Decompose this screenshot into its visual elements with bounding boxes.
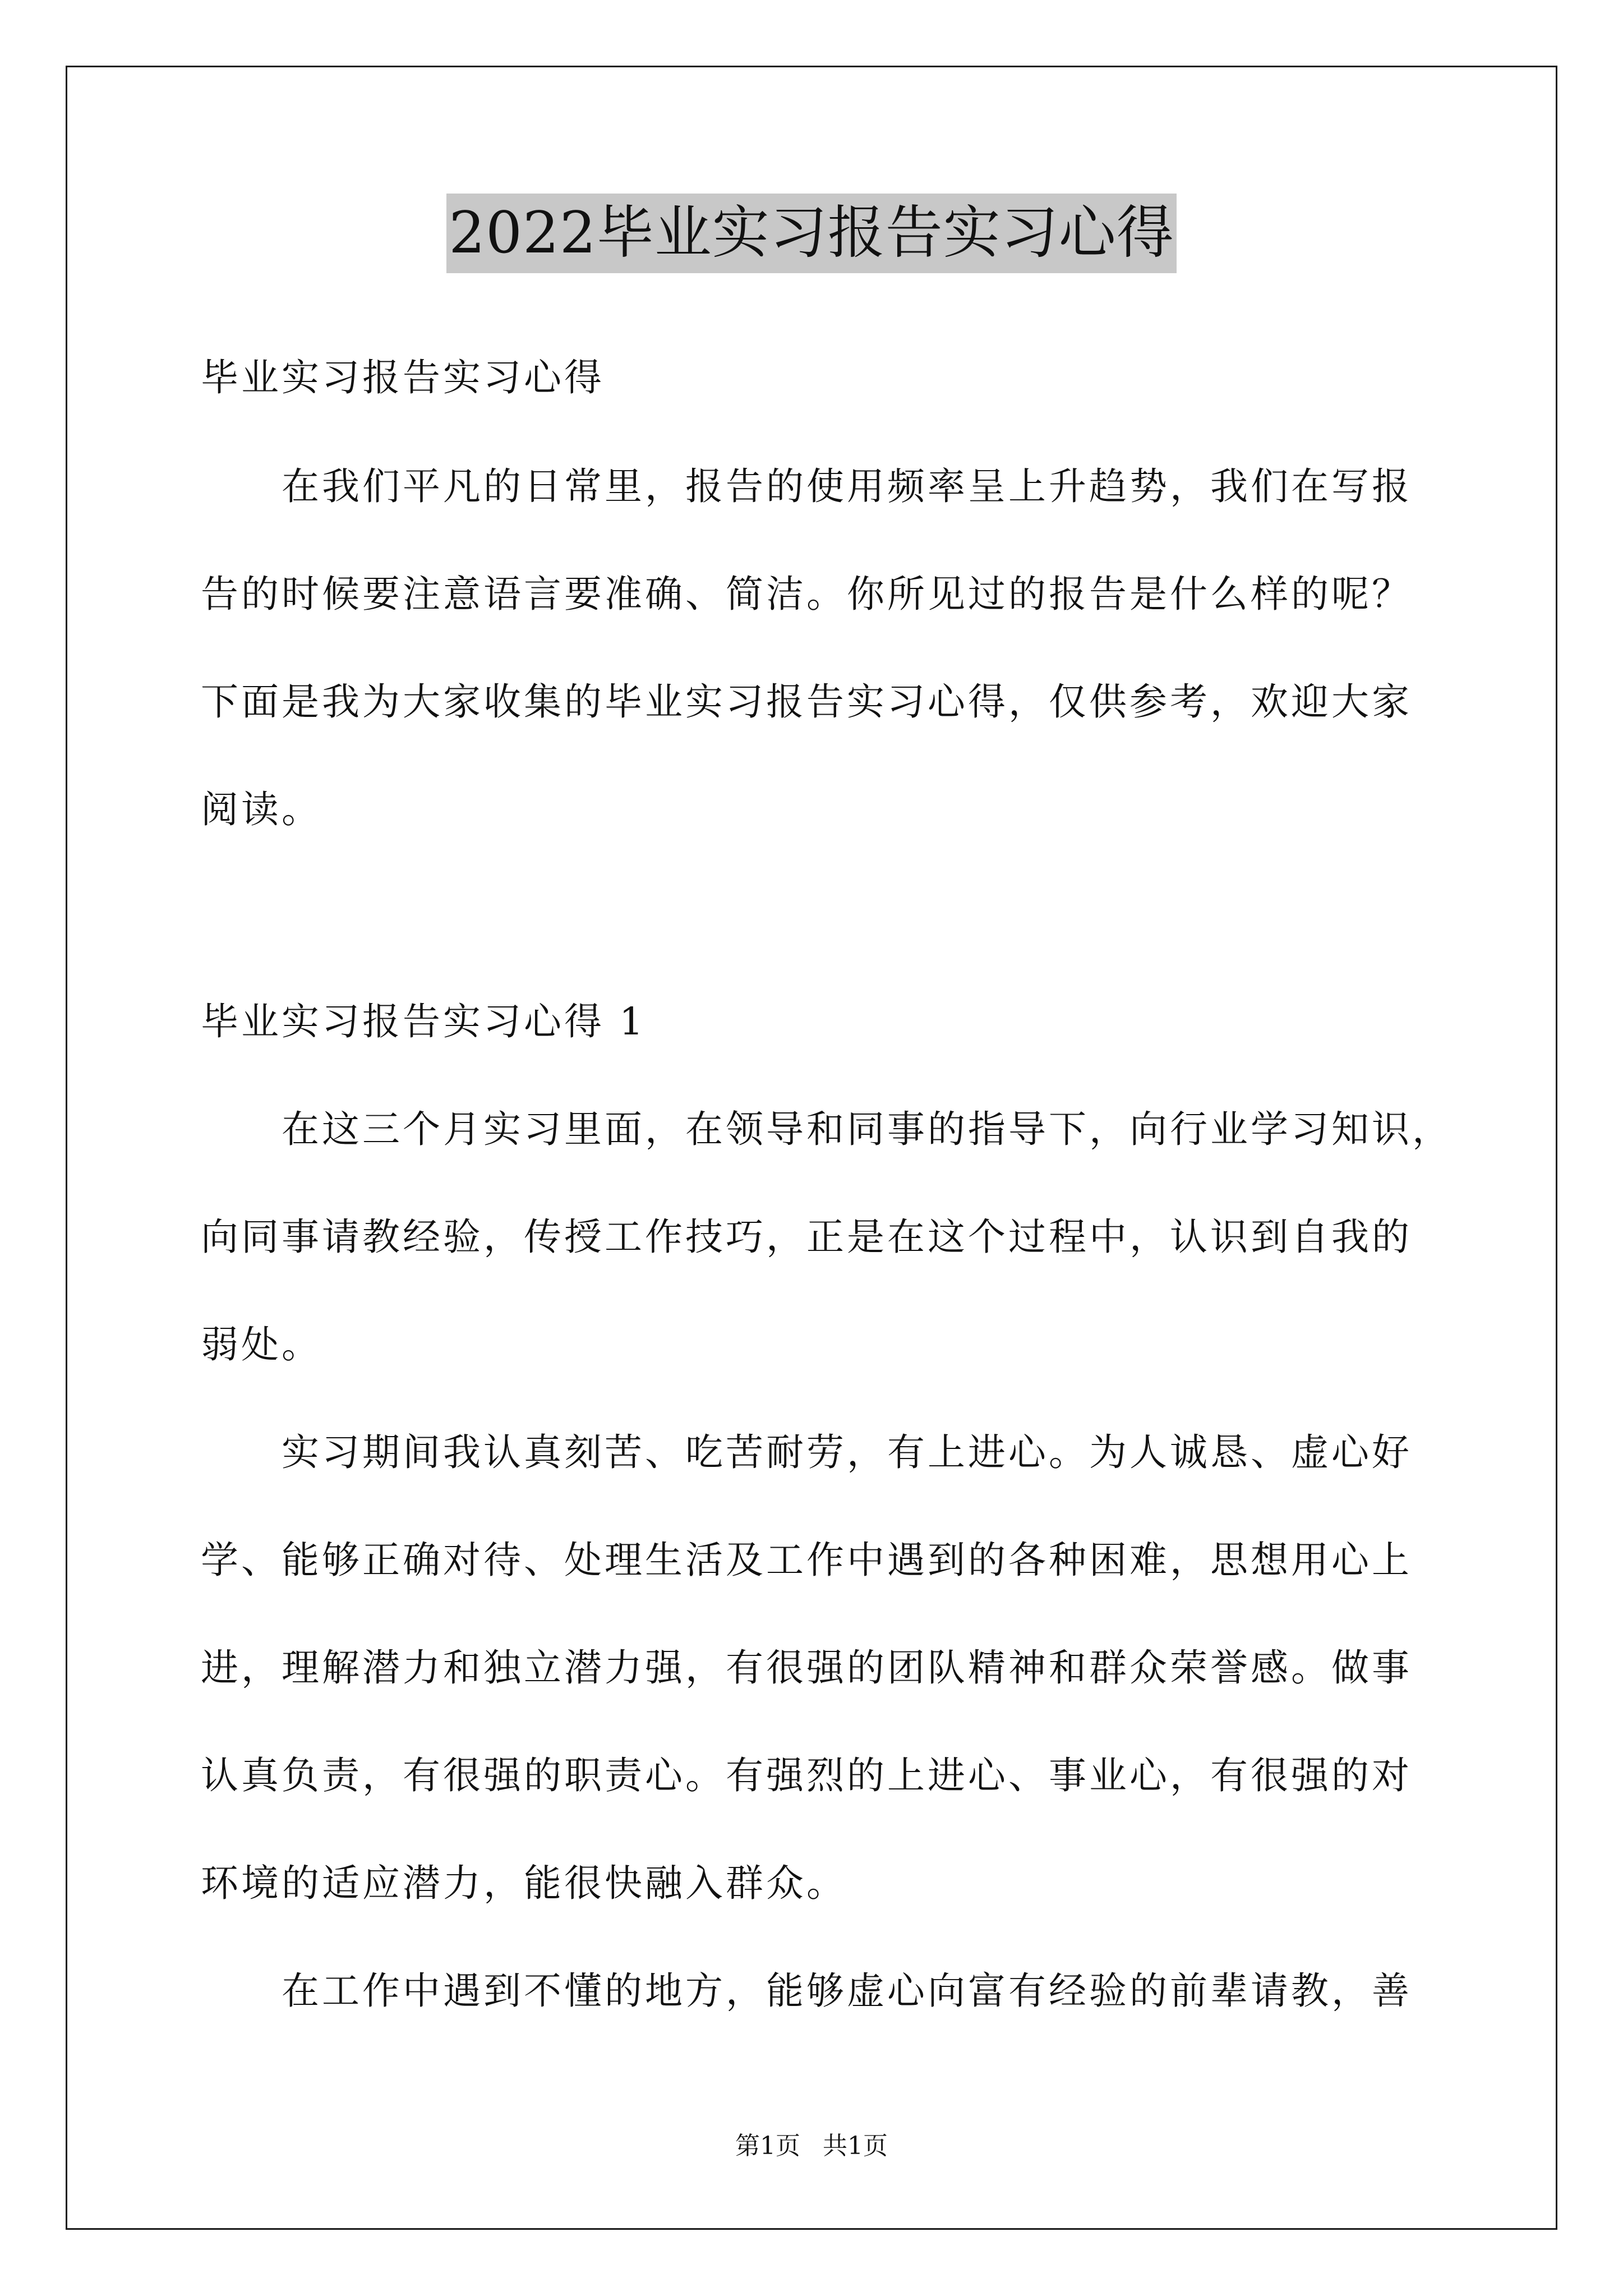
paragraph-line: 实习期间我认真刻苦、吃苦耐劳，有上进心。为人诚恳、虚心好 xyxy=(282,1430,1412,1474)
paragraph-line: 阅读。 xyxy=(201,788,322,831)
paragraph-line: 弱处。 xyxy=(201,1323,322,1366)
paragraph-line: 认真负责，有很强的职责心。有强烈的上进心、事业心，有很强的对 xyxy=(201,1754,1412,1797)
title-container xyxy=(0,194,1623,273)
paragraph-line: 进，理解潜力和独立潜力强，有很强的团队精神和群众荣誉感。做事 xyxy=(201,1646,1412,1690)
section-heading: 毕业实习报告实习心得 1 xyxy=(201,1000,646,1043)
paragraph-line: 在我们平凡的日常里，报告的使用频率呈上升趋势，我们在写报 xyxy=(282,464,1412,508)
paragraph-line: 环境的适应潜力，能很快融入群众。 xyxy=(201,1861,847,1905)
page-footer xyxy=(0,2131,1623,2162)
paragraph-line: 向同事请教经验，传授工作技巧，正是在这个过程中，认识到自我的 xyxy=(201,1215,1412,1259)
paragraph-line: 在工作中遇到不懂的地方，能够虚心向富有经验的前辈请教，善 xyxy=(282,1969,1412,2013)
document-title: 2022毕业实习报告实习心得 xyxy=(446,194,1177,273)
page-number: 第1页 xyxy=(735,2132,800,2160)
paragraph-line: 告的时候要注意语言要准确、简洁。你所见过的报告是什么样的呢？ xyxy=(201,572,1412,616)
paragraph-line: 在这三个月实习里面，在领导和同事的指导下，向行业学习知识， xyxy=(282,1107,1453,1151)
section-heading: 毕业实习报告实习心得 xyxy=(201,356,605,399)
page-total: 共1页 xyxy=(823,2132,888,2160)
paragraph-line: 下面是我为大家收集的毕业实习报告实习心得，仅供参考，欢迎大家 xyxy=(201,680,1412,724)
paragraph-line: 学、能够正确对待、处理生活及工作中遇到的各种困难，思想用心上 xyxy=(201,1538,1412,1582)
